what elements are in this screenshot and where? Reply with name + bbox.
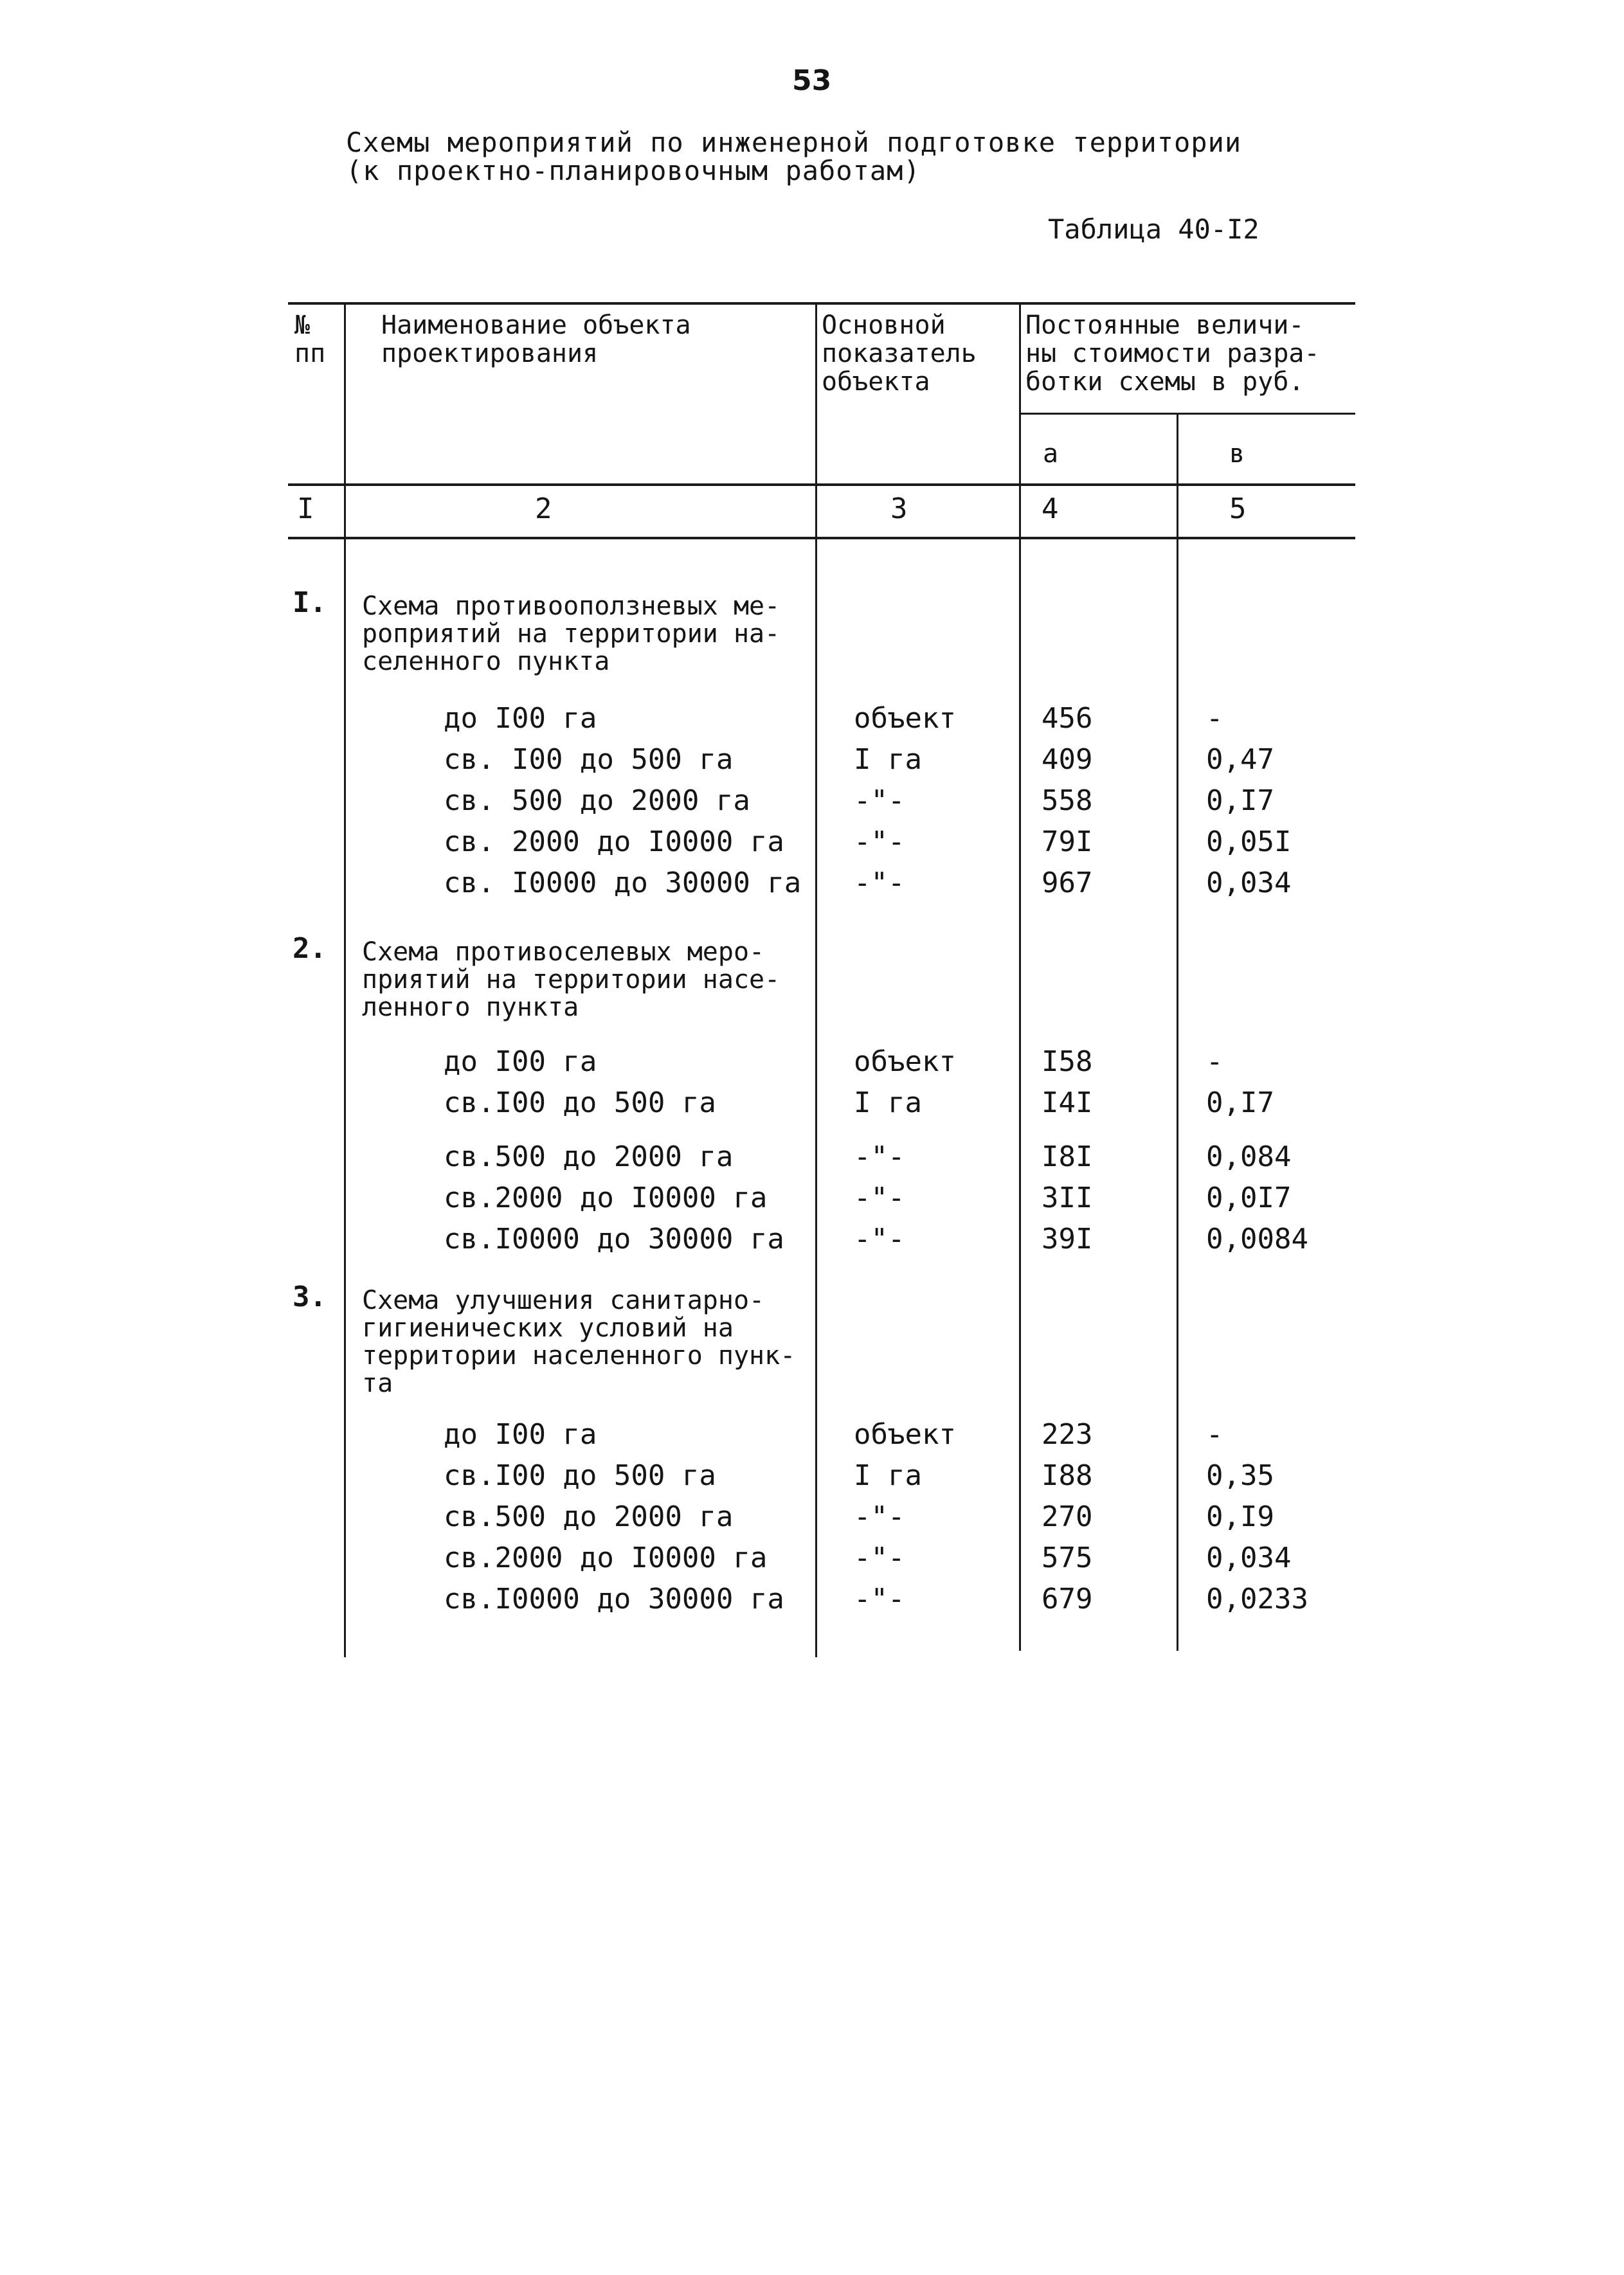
column-number-3: 3 xyxy=(890,492,908,525)
cost-b: - xyxy=(1206,702,1223,735)
indicator-unit: -"- xyxy=(854,1140,905,1173)
table-row xyxy=(0,780,1624,822)
cost-a: 967 xyxy=(1042,867,1093,899)
header-col-a: а xyxy=(1043,439,1059,469)
table-row xyxy=(0,1083,1624,1124)
cost-a: 39I xyxy=(1042,1223,1093,1255)
cost-b: 0,47 xyxy=(1206,743,1274,776)
area-range: св.500 до 2000 га xyxy=(444,1140,734,1173)
area-range: св.2000 до I0000 га xyxy=(444,1182,768,1214)
area-range: св. I0000 до 30000 га xyxy=(444,867,802,899)
indicator-unit: -"- xyxy=(854,1500,905,1533)
table-row xyxy=(0,1538,1624,1579)
indicator-unit: -"- xyxy=(854,1542,905,1574)
area-range: до I00 га xyxy=(444,702,597,735)
area-range: до I00 га xyxy=(444,1418,597,1451)
cost-b: 0,0233 xyxy=(1206,1583,1308,1615)
cost-a: 558 xyxy=(1042,784,1093,817)
cost-a: I4I xyxy=(1042,1086,1093,1119)
header-top-rule xyxy=(288,302,1355,305)
indicator-unit: -"- xyxy=(854,867,905,899)
cost-b: 0,034 xyxy=(1206,1542,1292,1574)
table-row xyxy=(0,1137,1624,1178)
section-title: Схема противоселевых меро- приятий на территории насе- ленного пункта xyxy=(362,937,780,1022)
cost-a: I88 xyxy=(1042,1459,1093,1492)
area-range: св.I00 до 500 га xyxy=(444,1459,716,1492)
cost-b: - xyxy=(1206,1418,1223,1451)
header-col-b: в xyxy=(1229,439,1245,469)
indicator-unit: -"- xyxy=(854,784,905,817)
cost-a: I8I xyxy=(1042,1140,1093,1173)
header-col-no: № пп xyxy=(294,310,326,368)
area-range: св.I0000 до 30000 га xyxy=(444,1223,784,1255)
table-row xyxy=(0,1497,1624,1538)
cost-a: 575 xyxy=(1042,1542,1093,1574)
area-range: св. I00 до 500 га xyxy=(444,743,734,776)
cost-b: 0,05I xyxy=(1206,825,1292,858)
indicator-unit: -"- xyxy=(854,1583,905,1615)
cost-b: 0,0I7 xyxy=(1206,1182,1292,1214)
table-row xyxy=(0,1219,1624,1260)
cost-a: 270 xyxy=(1042,1500,1093,1533)
area-range: св.2000 до I0000 га xyxy=(444,1542,768,1574)
table-row xyxy=(0,1579,1624,1620)
section-title: Схема противооползневых ме- роприятий на территории на- селенного пункта xyxy=(362,591,780,676)
cost-b: - xyxy=(1206,1045,1223,1078)
area-range: до I00 га xyxy=(444,1045,597,1078)
column-number-1: I xyxy=(297,492,314,525)
header-col-indicator: Основной показатель объекта xyxy=(822,310,977,397)
section-number: 2. xyxy=(293,932,327,965)
header-col-name: Наименование объекта проектирования xyxy=(381,310,691,368)
page-number: 53 xyxy=(792,64,832,97)
cost-b: 0,034 xyxy=(1206,867,1292,899)
cost-a: 679 xyxy=(1042,1583,1093,1615)
area-range: св.500 до 2000 га xyxy=(444,1500,734,1533)
section-title: Схема улучшения санитарно- гигиенических условий на территории населенного пунк- та xyxy=(362,1286,796,1398)
cost-b: 0,I7 xyxy=(1206,784,1274,817)
table-row xyxy=(0,1455,1624,1497)
table-row xyxy=(0,698,1624,739)
section-number: 3. xyxy=(293,1281,327,1313)
table-row xyxy=(0,1414,1624,1455)
table-caption: Таблица 40-I2 xyxy=(1048,213,1259,245)
indicator-unit: I га xyxy=(854,1086,922,1119)
table-row xyxy=(0,863,1624,904)
indicator-unit: I га xyxy=(854,1459,922,1492)
indicator-unit: объект xyxy=(854,702,956,735)
cost-a: 456 xyxy=(1042,702,1093,735)
indicator-unit: -"- xyxy=(854,825,905,858)
cost-a: 79I xyxy=(1042,825,1093,858)
column-numbers-rule xyxy=(288,537,1355,539)
area-range: св. 500 до 2000 га xyxy=(444,784,750,817)
indicator-unit: -"- xyxy=(854,1223,905,1255)
cost-a: 409 xyxy=(1042,743,1093,776)
cost-b: 0,35 xyxy=(1206,1459,1274,1492)
table-row xyxy=(0,739,1624,780)
column-number-2: 2 xyxy=(535,492,552,525)
table-row xyxy=(0,1178,1624,1219)
area-range: св.I00 до 500 га xyxy=(444,1086,716,1119)
indicator-unit: I га xyxy=(854,743,922,776)
indicator-unit: объект xyxy=(854,1045,956,1078)
table-row xyxy=(0,822,1624,863)
header-bottom-rule xyxy=(288,483,1355,486)
header-col-cost: Постоянные величи- ны стоимости разра- ботки схемы в руб. xyxy=(1025,310,1320,397)
document-title-line-1: Схемы мероприятий по инженерной подготовке территории xyxy=(346,127,1242,158)
section-number: I. xyxy=(293,586,327,619)
cost-a: 223 xyxy=(1042,1418,1093,1451)
cost-a: I58 xyxy=(1042,1045,1093,1078)
cost-b: 0,0084 xyxy=(1206,1223,1308,1255)
column-number-4: 4 xyxy=(1042,492,1059,525)
column-number-5: 5 xyxy=(1229,492,1247,525)
cost-a: 3II xyxy=(1042,1182,1093,1214)
cost-b: 0,084 xyxy=(1206,1140,1292,1173)
area-range: св. 2000 до I0000 га xyxy=(444,825,784,858)
document-title-line-2: (к проектно-планировочным работам) xyxy=(346,155,921,186)
cost-subheader-rule xyxy=(1019,413,1355,415)
indicator-unit: объект xyxy=(854,1418,956,1451)
indicator-unit: -"- xyxy=(854,1182,905,1214)
table-row xyxy=(0,1041,1624,1083)
cost-b: 0,I7 xyxy=(1206,1086,1274,1119)
cost-b: 0,I9 xyxy=(1206,1500,1274,1533)
area-range: св.I0000 до 30000 га xyxy=(444,1583,784,1615)
